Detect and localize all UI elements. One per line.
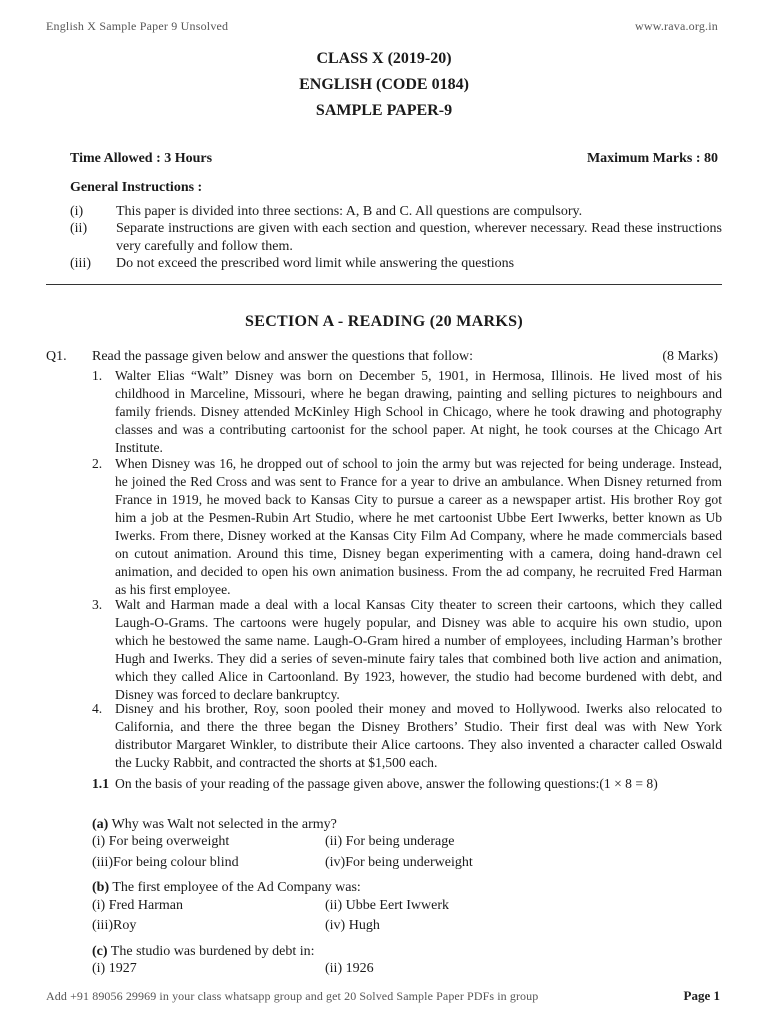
subquestion-text: The studio was burdened by debt in:: [110, 944, 315, 959]
option-item: (i) 1927: [92, 961, 137, 976]
horizontal-divider: [46, 284, 722, 285]
instruction-number: (i): [70, 204, 84, 219]
question-number: Q1.: [46, 349, 67, 364]
passage-paragraph: [92, 700, 722, 772]
paper-title: SAMPLE PAPER-9: [315, 102, 453, 119]
question-1-1-text: On the basis of your reading of the passage given above, answer the following questions:(1 × 8 = 8): [115, 776, 658, 791]
option-item: (iii)For being colour blind: [92, 855, 239, 870]
option-item: (iii)Roy: [92, 918, 137, 933]
section-a-title: SECTION A - READING (20 MARKS): [245, 313, 523, 330]
subject-title: ENGLISH (CODE 0184): [299, 76, 469, 93]
question-intro: Read the passage given below and answer the questions that follow:: [92, 349, 474, 364]
question-marks: (8 Marks): [662, 349, 718, 364]
paragraph-number: 4.: [92, 701, 103, 716]
option-item: (i) Fred Harman: [92, 898, 183, 913]
instruction-item: [70, 220, 722, 255]
header-left-text: English X Sample Paper 9 Unsolved: [46, 19, 229, 33]
maximum-marks: Maximum Marks : 80: [586, 151, 718, 166]
instruction-item: [70, 255, 722, 273]
subquestion-label: (a): [92, 817, 109, 832]
question-1-1-number: 1.1: [92, 776, 109, 791]
subquestion-a: [92, 817, 337, 833]
paragraph-text: Disney and his brother, Roy, soon pooled their money and moved to Hollywood. Iwerks also relocated to California, and there the three began the Disney Brothers’ Studio. Their first deal was with New York distributor Margaret Winkler, to distribute their Alice cartoons. They also invented a character called Oswald the Lucky Rabbit, and contracted the shorts at $1,500 each.: [115, 701, 722, 770]
option-item: (ii) 1926: [325, 961, 374, 976]
option-item: (ii) For being underage: [325, 834, 455, 849]
subquestion-text: The first employee of the Ad Company was:: [112, 880, 361, 895]
general-instructions-heading: General Instructions :: [70, 180, 203, 195]
option-item: (i) For being overweight: [92, 834, 230, 849]
subquestion-label: (b): [92, 880, 110, 895]
option-item: (ii) Ubbe Eert Iwwerk: [325, 898, 450, 913]
instruction-text: This paper is divided into three sections: A, B and C. All questions are compulsory.: [116, 204, 583, 219]
instruction-number: (ii): [70, 221, 88, 236]
instruction-text: Separate instructions are given with each section and question, wherever necessary. Read these instructions very carefully and follow them.: [116, 221, 722, 254]
question-1-1: [92, 775, 722, 793]
option-item: (iv) Hugh: [325, 918, 380, 933]
paragraph-number: 3.: [92, 597, 103, 612]
subquestion-label: (c): [92, 944, 108, 959]
instruction-text: Do not exceed the prescribed word limit while answering the questions: [116, 256, 515, 271]
paragraph-number: 2.: [92, 456, 103, 471]
paragraph-text: Walt and Harman made a deal with a local Kansas City theater to screen their cartoons, which they called Laugh-O-Grams. The cartoons were hugely popular, and Disney was able to acquire his own studio, upon which he bestowed the same name. Laugh-O-Gram hired a number of employees, including Harman’s brother Hugh and Iwerks. They did a series of seven-minute fairy tales that combined both live action and animation, which they called Alice in Cartoonland. By 1923, however, the studio had become burdened with debt, and Disney was forced to declare bankruptcy.: [115, 597, 722, 702]
footer-promo-text: Add +91 89056 29969 in your class whatsapp group and get 20 Solved Sample Paper PDFs in group: [46, 989, 539, 1003]
option-item: (iv)For being underweight: [325, 855, 473, 870]
time-allowed: Time Allowed : 3 Hours: [70, 151, 213, 166]
passage-paragraph: [92, 455, 722, 599]
subquestion-b: [92, 880, 361, 896]
instruction-number: (iii): [70, 256, 91, 271]
class-title: CLASS X (2019-20): [316, 50, 452, 67]
instruction-item: [70, 203, 722, 221]
page-number: Page 1: [683, 988, 720, 1003]
paragraph-text: Walter Elias “Walt” Disney was born on December 5, 1901, in Hermosa, Illinois. He lived most of his childhood in Marceline, Missouri, where he began drawing, painting and selling pictures to neighbours and family friends. Disney attended McKinley High School in Chicago, where he took drawing and photography classes and was a contributing cartoonist for the school paper. At night, he took courses at the Chicago Art Institute.: [115, 368, 722, 455]
header-website: www.rava.org.in: [635, 19, 718, 33]
paragraph-number: 1.: [92, 368, 103, 383]
subquestion-text: Why was Walt not selected in the army?: [111, 817, 337, 832]
paragraph-text: When Disney was 16, he dropped out of school to join the army but was rejected for being underage. Instead, he joined the Red Cross and was sent to France for a year to drive an ambulance. When Disney returned from France in 1919, he moved back to Kansas City to pursue a career as a newspaper artist. His brother Roy got him a job at the Pesmen-Rubin Art Studio, where he met cartoonist Ubbe Eert Iwwerks, better known as Ub Iwerks. From there, Disney worked at the Kansas City Film Ad Company, where he made commercials based on cutout animation. Around this time, Disney began experimenting with a camera, doing hand-drawn cel animation, and decided to open his own animation business. From the ad company, he recruited Fred Harman as his first employee.: [115, 456, 722, 597]
passage-paragraph: [92, 596, 722, 704]
subquestion-c: [92, 944, 315, 960]
passage-paragraph: [92, 367, 722, 457]
